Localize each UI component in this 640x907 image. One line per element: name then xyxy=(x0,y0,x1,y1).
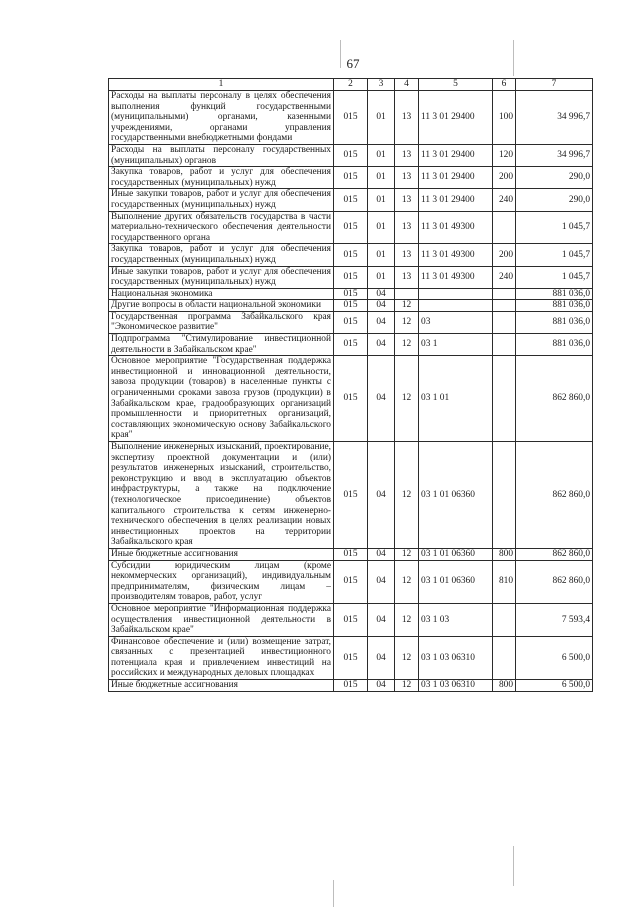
cell-expense-type: 800 xyxy=(493,548,516,560)
cell-expense-type: 240 xyxy=(493,266,516,288)
cell-name: Иные бюджетные ассигнования xyxy=(109,680,334,692)
cell-section: 04 xyxy=(368,442,395,549)
table-row xyxy=(109,288,593,300)
cell-amount: 6 500,0 xyxy=(516,636,593,679)
cell-amount: 881 036,0 xyxy=(516,288,593,300)
scan-fold-line xyxy=(333,880,334,907)
cell-expense-type: 120 xyxy=(493,144,516,166)
cell-name: Основное мероприятие "Информационная поддержка осуществления инвестиционной деятельности в Забайкальском крае" xyxy=(109,603,334,636)
cell-target-article: 03 1 03 06310 xyxy=(419,680,493,692)
cell-admin-code: 015 xyxy=(334,189,368,211)
cell-section: 01 xyxy=(368,244,395,266)
cell-expense-type xyxy=(493,300,516,312)
table-row xyxy=(109,311,593,333)
cell-expense-type xyxy=(493,442,516,549)
header-row xyxy=(109,79,593,91)
table-row xyxy=(109,603,593,636)
cell-subsection: 12 xyxy=(395,680,419,692)
cell-admin-code: 015 xyxy=(334,636,368,679)
cell-section: 01 xyxy=(368,91,395,145)
cell-amount: 290,0 xyxy=(516,167,593,189)
cell-expense-type: 240 xyxy=(493,189,516,211)
cell-section: 04 xyxy=(368,334,395,356)
cell-expense-type: 100 xyxy=(493,91,516,145)
cell-subsection xyxy=(395,288,419,300)
cell-target-article: 03 1 01 06360 xyxy=(419,548,493,560)
cell-name: Выполнение инженерных изысканий, проектирование, экспертизу проектной документации и (или) результатов инженерных изысканий, строительство, реконструкцию и ввод в эксплуатацию объектов инфраструктуры, а также на подключение (технологическое присоединение) объектов капитального строительства к сетям инженерно-технического обеспечения в целях реализации новых инвестиционных проектов на территории Забайкальского края xyxy=(109,442,334,549)
cell-expense-type: 200 xyxy=(493,167,516,189)
table-row xyxy=(109,144,593,166)
cell-amount: 881 036,0 xyxy=(516,334,593,356)
table-row xyxy=(109,334,593,356)
cell-subsection: 13 xyxy=(395,211,419,244)
cell-name: Закупка товаров, работ и услуг для обеспечения государственных (муниципальных) нужд xyxy=(109,167,334,189)
cell-admin-code: 015 xyxy=(334,680,368,692)
cell-admin-code: 015 xyxy=(334,144,368,166)
table-row xyxy=(109,167,593,189)
cell-expense-type xyxy=(493,636,516,679)
cell-expense-type: 200 xyxy=(493,244,516,266)
cell-target-article: 11 3 01 49300 xyxy=(419,266,493,288)
cell-amount: 862 860,0 xyxy=(516,548,593,560)
cell-amount: 1 045,7 xyxy=(516,211,593,244)
cell-admin-code: 015 xyxy=(334,356,368,442)
cell-name: Финансовое обеспечение и (или) возмещение затрат, связанных с презентацией инвестиционного потенциала края и привлечением инвестиций на российских и международных деловых площадках xyxy=(109,636,334,679)
cell-section: 04 xyxy=(368,356,395,442)
header-col-2: 2 xyxy=(334,79,368,91)
cell-admin-code: 015 xyxy=(334,266,368,288)
cell-target-article xyxy=(419,288,493,300)
header-col-6: 6 xyxy=(493,79,516,91)
cell-amount: 290,0 xyxy=(516,189,593,211)
cell-expense-type xyxy=(493,211,516,244)
header-col-7: 7 xyxy=(516,79,593,91)
table-row xyxy=(109,442,593,549)
table-row xyxy=(109,636,593,679)
cell-amount: 1 045,7 xyxy=(516,244,593,266)
table-row xyxy=(109,680,593,692)
cell-subsection: 12 xyxy=(395,442,419,549)
cell-amount: 7 593,4 xyxy=(516,603,593,636)
cell-name: Выполнение других обязательств государства в части материально-технического обеспечения деятельности государственного органа xyxy=(109,211,334,244)
cell-admin-code: 015 xyxy=(334,211,368,244)
cell-admin-code: 015 xyxy=(334,560,368,603)
cell-target-article: 11 3 01 29400 xyxy=(419,144,493,166)
cell-target-article: 03 1 03 06310 xyxy=(419,636,493,679)
cell-section: 04 xyxy=(368,288,395,300)
cell-section: 04 xyxy=(368,300,395,312)
cell-expense-type xyxy=(493,311,516,333)
cell-subsection: 12 xyxy=(395,300,419,312)
cell-subsection: 12 xyxy=(395,548,419,560)
cell-target-article: 11 3 01 29400 xyxy=(419,189,493,211)
cell-name: Другие вопросы в области национальной экономики xyxy=(109,300,334,312)
cell-subsection: 13 xyxy=(395,266,419,288)
table-row xyxy=(109,211,593,244)
table-row xyxy=(109,244,593,266)
cell-target-article: 03 1 xyxy=(419,334,493,356)
cell-section: 04 xyxy=(368,311,395,333)
cell-amount: 34 996,7 xyxy=(516,144,593,166)
cell-amount: 862 860,0 xyxy=(516,442,593,549)
cell-expense-type: 810 xyxy=(493,560,516,603)
cell-subsection: 12 xyxy=(395,356,419,442)
cell-amount: 862 860,0 xyxy=(516,560,593,603)
cell-expense-type xyxy=(493,288,516,300)
cell-admin-code: 015 xyxy=(334,442,368,549)
cell-section: 04 xyxy=(368,548,395,560)
cell-admin-code: 015 xyxy=(334,548,368,560)
cell-target-article: 03 1 01 xyxy=(419,356,493,442)
cell-amount: 34 996,7 xyxy=(516,91,593,145)
cell-amount: 881 036,0 xyxy=(516,311,593,333)
cell-section: 04 xyxy=(368,560,395,603)
cell-expense-type: 800 xyxy=(493,680,516,692)
cell-subsection: 12 xyxy=(395,603,419,636)
cell-subsection: 13 xyxy=(395,91,419,145)
cell-subsection: 12 xyxy=(395,311,419,333)
cell-admin-code: 015 xyxy=(334,244,368,266)
cell-amount: 881 036,0 xyxy=(516,300,593,312)
cell-section: 01 xyxy=(368,211,395,244)
cell-subsection: 12 xyxy=(395,334,419,356)
cell-expense-type xyxy=(493,603,516,636)
cell-name: Субсидии юридическим лицам (кроме некоммерческих организаций), индивидуальным предпринимателям, физическим лицам – производителям товаров, работ, услуг xyxy=(109,560,334,603)
cell-name: Расходы на выплаты персоналу в целях обеспечения выполнения функций государственными (муниципальными) органами, казенными учреждениями, органами управления государственными внебюджетными фондами xyxy=(109,91,334,145)
table-row xyxy=(109,300,593,312)
cell-expense-type xyxy=(493,356,516,442)
cell-target-article: 11 3 01 29400 xyxy=(419,167,493,189)
budget-table xyxy=(108,78,593,692)
cell-section: 01 xyxy=(368,266,395,288)
table-row xyxy=(109,548,593,560)
cell-subsection: 13 xyxy=(395,189,419,211)
cell-target-article: 11 3 01 49300 xyxy=(419,211,493,244)
cell-section: 04 xyxy=(368,636,395,679)
cell-expense-type xyxy=(493,334,516,356)
cell-amount: 6 500,0 xyxy=(516,680,593,692)
cell-subsection: 13 xyxy=(395,144,419,166)
cell-target-article: 03 1 03 xyxy=(419,603,493,636)
cell-amount: 862 860,0 xyxy=(516,356,593,442)
cell-subsection: 13 xyxy=(395,244,419,266)
cell-section: 04 xyxy=(368,603,395,636)
cell-subsection: 12 xyxy=(395,636,419,679)
header-col-1: 1 xyxy=(109,79,334,91)
cell-subsection: 12 xyxy=(395,560,419,603)
cell-admin-code: 015 xyxy=(334,288,368,300)
cell-admin-code: 015 xyxy=(334,167,368,189)
cell-target-article: 11 3 01 29400 xyxy=(419,91,493,145)
cell-admin-code: 015 xyxy=(334,300,368,312)
cell-admin-code: 015 xyxy=(334,91,368,145)
cell-name: Иные бюджетные ассигнования xyxy=(109,548,334,560)
page-number: 67 xyxy=(346,56,360,71)
cell-section: 01 xyxy=(368,189,395,211)
cell-name: Иные закупки товаров, работ и услуг для обеспечения государственных (муниципальных) нужд xyxy=(109,266,334,288)
cell-section: 04 xyxy=(368,680,395,692)
header-col-3: 3 xyxy=(368,79,395,91)
cell-name: Государственная программа Забайкальского края "Экономическое развитие" xyxy=(109,311,334,333)
cell-target-article: 11 3 01 49300 xyxy=(419,244,493,266)
cell-target-article: 03 xyxy=(419,311,493,333)
cell-name: Расходы на выплаты персоналу государственных (муниципальных) органов xyxy=(109,144,334,166)
header-col-4: 4 xyxy=(395,79,419,91)
header-col-5: 5 xyxy=(419,79,493,91)
table-row xyxy=(109,560,593,603)
cell-target-article xyxy=(419,300,493,312)
table-row xyxy=(109,266,593,288)
cell-name: Основное мероприятие "Государственная поддержка инвестиционной и инновационной деятельности, завоза продукции (товаров) в населенные пункты с ограниченными сроками завоза грузов (продукции) в Забайкальском крае, градообразующих организаций промышленности и приоритетных организаций, составляющих экономическую основу Забайкальского края" xyxy=(109,356,334,442)
table-row xyxy=(109,356,593,442)
cell-name: Иные закупки товаров, работ и услуг для обеспечения государственных (муниципальных) нужд xyxy=(109,189,334,211)
cell-admin-code: 015 xyxy=(334,311,368,333)
cell-section: 01 xyxy=(368,144,395,166)
cell-amount: 1 045,7 xyxy=(516,266,593,288)
scan-edge-mark xyxy=(513,846,514,886)
cell-target-article: 03 1 01 06360 xyxy=(419,560,493,603)
cell-section: 01 xyxy=(368,167,395,189)
cell-target-article: 03 1 01 06360 xyxy=(419,442,493,549)
table-row xyxy=(109,91,593,145)
cell-subsection: 13 xyxy=(395,167,419,189)
cell-admin-code: 015 xyxy=(334,334,368,356)
cell-name: Национальная экономика xyxy=(109,288,334,300)
cell-admin-code: 015 xyxy=(334,603,368,636)
table-row xyxy=(109,189,593,211)
cell-name: Закупка товаров, работ и услуг для обеспечения государственных (муниципальных) нужд xyxy=(109,244,334,266)
cell-name: Подпрограмма "Стимулирование инвестиционной деятельности в Забайкальском крае" xyxy=(109,334,334,356)
